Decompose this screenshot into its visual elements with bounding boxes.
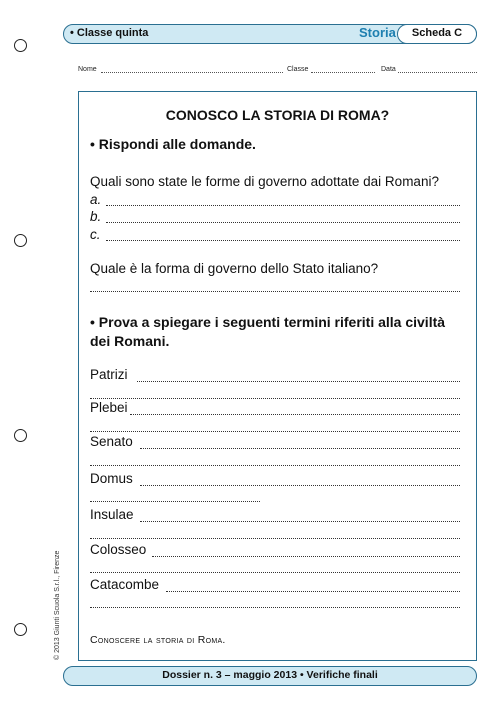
instruction-2-line1: • Prova a spiegare i seguenti termini riferiti alla civiltà [90,314,446,330]
term-line[interactable] [140,521,460,522]
class-meta-label: Classe [287,66,309,73]
subject-label: Storia [359,25,396,40]
term-line[interactable] [166,591,460,592]
punch-hole [14,39,27,52]
term-senato: Senato [90,434,133,449]
term-line[interactable] [90,572,460,573]
question-2: Quale è la forma di governo dello Stato italiano? [90,261,379,276]
term-line[interactable] [152,556,460,557]
term-line[interactable] [140,485,460,486]
term-line[interactable] [90,607,460,608]
answer-label-a: a. [90,192,102,207]
answer-line-q2[interactable] [90,291,460,292]
term-catacombe: Catacombe [90,577,160,592]
name-label: Nome [78,66,97,73]
instruction-2 [90,313,445,351]
term-line[interactable] [90,501,260,502]
term-colosseo: Colosseo [90,542,147,557]
term-line[interactable] [90,431,460,432]
class-field[interactable] [311,72,375,73]
instruction-1: • Rispondi alle domande. [90,136,256,152]
objective-note: Conoscere la storia di Roma. [90,634,226,646]
term-insulae: Insulae [90,507,134,522]
term-line[interactable] [137,381,460,382]
answer-label-b: b. [90,209,102,224]
sheet-badge: Scheda C [397,24,477,44]
term-plebei: Plebei [90,400,128,415]
page-title: CONOSCO LA STORIA DI ROMA? [165,107,390,123]
term-line[interactable] [140,448,460,449]
date-label: Data [381,66,396,73]
term-line[interactable] [90,538,460,539]
term-domus: Domus [90,471,133,486]
punch-hole [14,623,27,636]
instruction-2-line2: dei Romani. [90,333,170,349]
term-line[interactable] [90,465,460,466]
answer-label-c: c. [90,227,101,242]
answer-line-c[interactable] [106,240,460,241]
answer-line-a[interactable] [106,205,460,206]
answer-line-b[interactable] [106,222,460,223]
copyright-text: © 2013 Giunti Scuola S.r.l., Firenze [54,550,61,660]
footer-bar: Dossier n. 3 – maggio 2013 • Verifiche finali [63,666,477,686]
term-patrizi: Patrizi [90,367,128,382]
name-field[interactable] [101,72,283,73]
term-line[interactable] [130,414,460,415]
punch-hole [14,234,27,247]
class-label: • Classe quinta [70,27,149,39]
question-1: Quali sono state le forme di governo adottate dai Romani? [90,174,439,189]
date-field[interactable] [398,72,477,73]
punch-hole [14,429,27,442]
term-line[interactable] [90,398,460,399]
